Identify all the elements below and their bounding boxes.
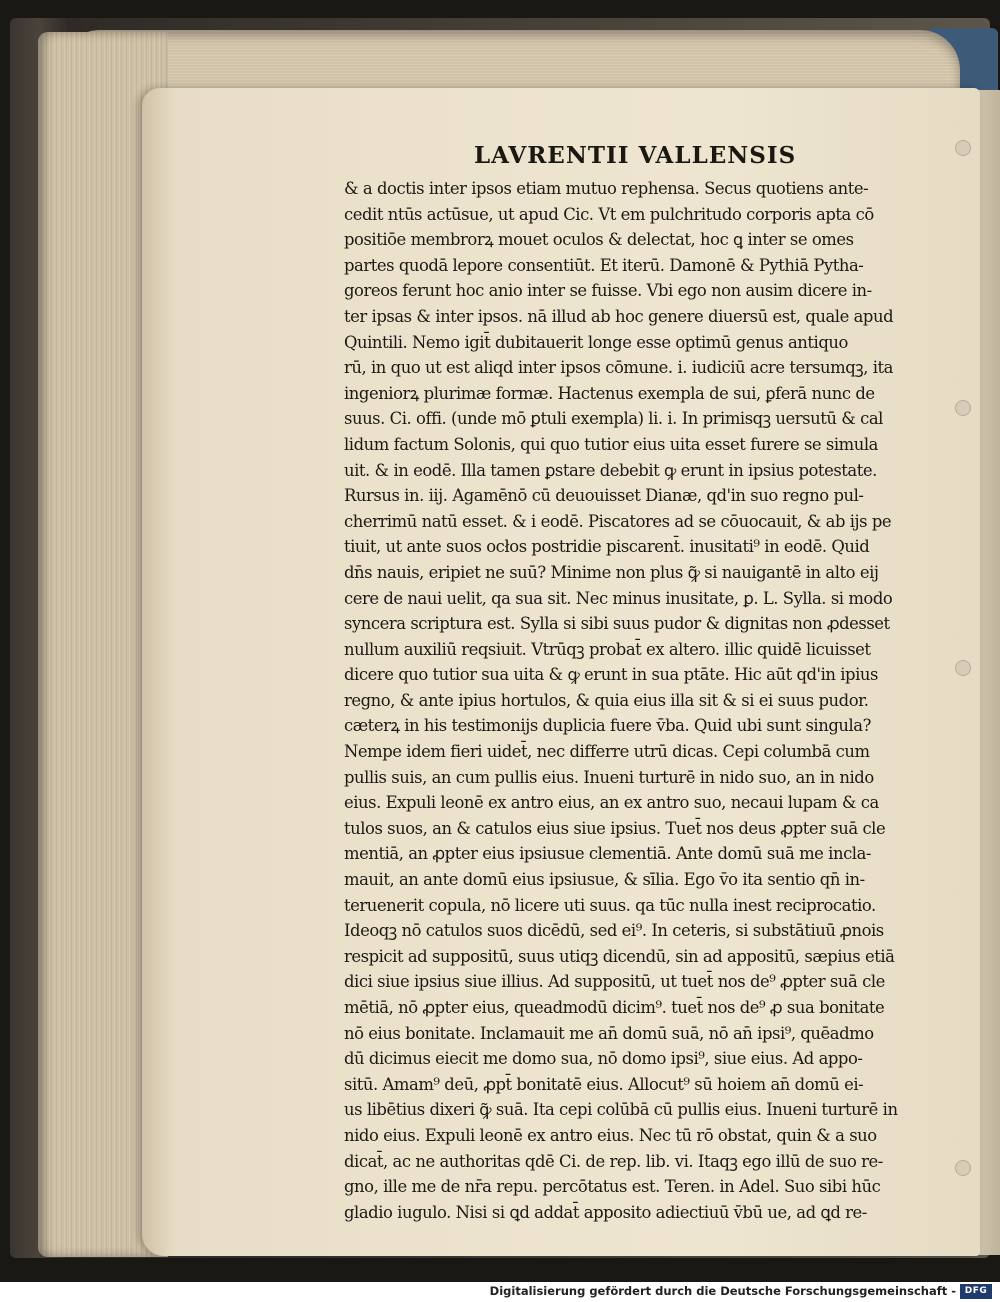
text-line: positiōe membrorꝝ mouet oculos & delectat, hoc ꝗ inter se omes [344, 230, 854, 250]
text-line: Ideoqꝫ nō catulos suos dicēdū, sed ei⁹. In ceteris, si substātiuū ꝓnois [344, 921, 884, 941]
text-line: eius. Expuli leonē ex antro eius, an ex antro suo, necaui lupam & ca [344, 793, 879, 813]
text-line: sitū. Amam⁹ deū, ꝓpt̄ bonitatē eius. Allocut⁹ sū hoiem an̄ domū ei- [344, 1074, 864, 1094]
text-line: mētiā, nō ꝓpter eius, queadmodū dicim⁹. tuet̄ nos de⁹ ꝓ sua bonitate [344, 998, 885, 1017]
body-text [344, 176, 914, 1225]
text-line: dici siue ipsius siue illius. Ad suppositū, ut tuet̄ nos de⁹ ꝓpter suā cle [344, 972, 885, 992]
text-line: ingeniorꝝ plurimæ formæ. Hactenus exempla de sui, ꝑferā nunc de [344, 383, 875, 403]
text-line: dicat̄, ac ne authoritas qdē Ci. de rep. lib. vi. Itaqꝫ ego illū de suo re- [344, 1151, 883, 1171]
text-line: dicere quo tutior sua uita & ꝙ erunt in sua ptāte. Hic aūt qd'in ipius [344, 665, 878, 685]
running-head: LAVRENTII VALLENSIS [474, 142, 797, 169]
text-line: Rursus in. iij. Agamēnō cū deuouisset Dianæ, qd'in suo regno pul- [344, 486, 864, 506]
text-line: nullum auxiliū reqsiuit. Vtrūqꝫ probat̄ ex altero. illic quidē licuisset [344, 639, 871, 659]
text-line: gno, ille me de nr̄a repu. percōtatus est. Teren. in Adel. Suo sibi hūc [344, 1177, 881, 1197]
digitization-footer [0, 1282, 1000, 1302]
text-line: cedit ntūs actūsue, ut apud Cic. Vt em pulchritudo corporis apta cō [344, 204, 874, 224]
text-line: uit. & in eodē. Illa tamen ꝑstare debebit ꝙ erunt in ipsius potestate. [344, 460, 877, 480]
text-line: nō eius bonitate. Inclamauit me an̄ domū suā, nō an̄ ipsi⁹, quēadmo [344, 1023, 874, 1043]
text-line: partes quodā lepore consentiūt. Et iterū. Damonē & Pythiā Pytha- [344, 255, 864, 275]
text-line: us libētius dixeri ꝙ̃ suā. Ita cepi colūbā cū pullis eius. Inueni turturē in [344, 1100, 898, 1120]
text-line: suus. Ci. offi. (unde mō ꝑtuli exempla) li. i. In primisqꝫ uersutū & cal [344, 409, 883, 429]
text-line: tulos suos, an & catulos eius siue ipsius. Tuet̄ nos deus ꝓpter suā cle [344, 818, 886, 838]
text-line: lidum factum Solonis, qui quo tutior eius uita esset furere se simula [344, 434, 878, 454]
text-line: & a doctis inter ipsos etiam mutuo rephensa. Secus quotiens ante- [344, 179, 869, 198]
page-edge-mark [955, 140, 971, 156]
text-line: cæterꝝ in his testimonijs duplicia fuere v̄ba. Quid ubi sunt singula? [344, 716, 871, 736]
text-line: mentiā, an ꝓpter eius ipsiusue clementiā. Ante domū suā me incla- [344, 844, 871, 864]
text-line: teruenerit copula, nō licere uti suus. qa tūc nulla inest reciprocatio. [344, 895, 876, 915]
text-line: regno, & ante ipius hortulos, & quia eius illa sit & si ei suus pudor. [344, 690, 869, 710]
text-line: respicit ad suppositū, suus utiqꝫ dicendū, sin ad appositū, sæpius etiā [344, 946, 895, 966]
page-edge-mark [955, 660, 971, 676]
text-line: mauit, an ante domū eius ipsiusue, & sīlia. Ego v̄o ita sentio qn̄ in- [344, 870, 865, 890]
page-edge-mark [955, 1160, 971, 1176]
page-edge-mark [955, 400, 971, 416]
dfg-logo-icon: DFG [960, 1284, 992, 1299]
text-line: Nempe idem fieri uidet̄, nec differre utrū dicas. Cepi columbā cum [344, 742, 870, 762]
text-line: cere de naui uelit, qa sua sit. Nec minus inusitate, ꝑ. L. Sylla. si modo [344, 588, 893, 608]
text-line: ter ipsas & inter ipsos. nā illud ab hoc genere diuersū est, quale apud [344, 306, 894, 326]
text-line: dū dicimus eiecit me domo sua, nō domo ipsi⁹, siue eius. Ad appo- [344, 1049, 863, 1069]
footer-credit: Digitalisierung gefördert durch die Deutsche Forschungsgemeinschaft - [489, 1284, 956, 1298]
text-line: dn̄s nauis, eripiet ne suū? Minime non plus ꝙ̃ si nauigantē in alto eij [344, 562, 879, 582]
text-line: goreos ferunt hoc anio inter se fuisse. Vbi ego non ausim dicere in- [344, 281, 872, 301]
text-line: nido eius. Expuli leonē ex antro eius. Nec tū rō obstat, quin & a suo [344, 1125, 877, 1145]
text-line: Quintili. Nemo igit̄ dubitauerit longe esse optimū genus antiquo [344, 332, 848, 352]
text-line: cherrimū natū esset. & i eodē. Piscatores ad se cōuocauit, & ab ijs pe [344, 511, 892, 531]
text-line: tiuit, ut ante suos ocłos postridie piscarent̄. inusitati⁹ in eodē. Quid [344, 537, 870, 557]
text-line: syncera scriptura est. Sylla si sibi suus pudor & dignitas non ꝓdesset [344, 614, 890, 634]
text-line: gladio iugulo. Nisi si ꝗd addat̄ apposito adiectiuū v̄bū ue, ad ꝗd re- [344, 1202, 867, 1222]
text-line: pullis suis, an cum pullis eius. Inueni turturē in nido suo, an in nido [344, 767, 874, 787]
text-line: rū, in quo ut est aliqd inter ipsos cōmune. i. iudiciū acre tersumqꝫ, ita [344, 358, 893, 378]
